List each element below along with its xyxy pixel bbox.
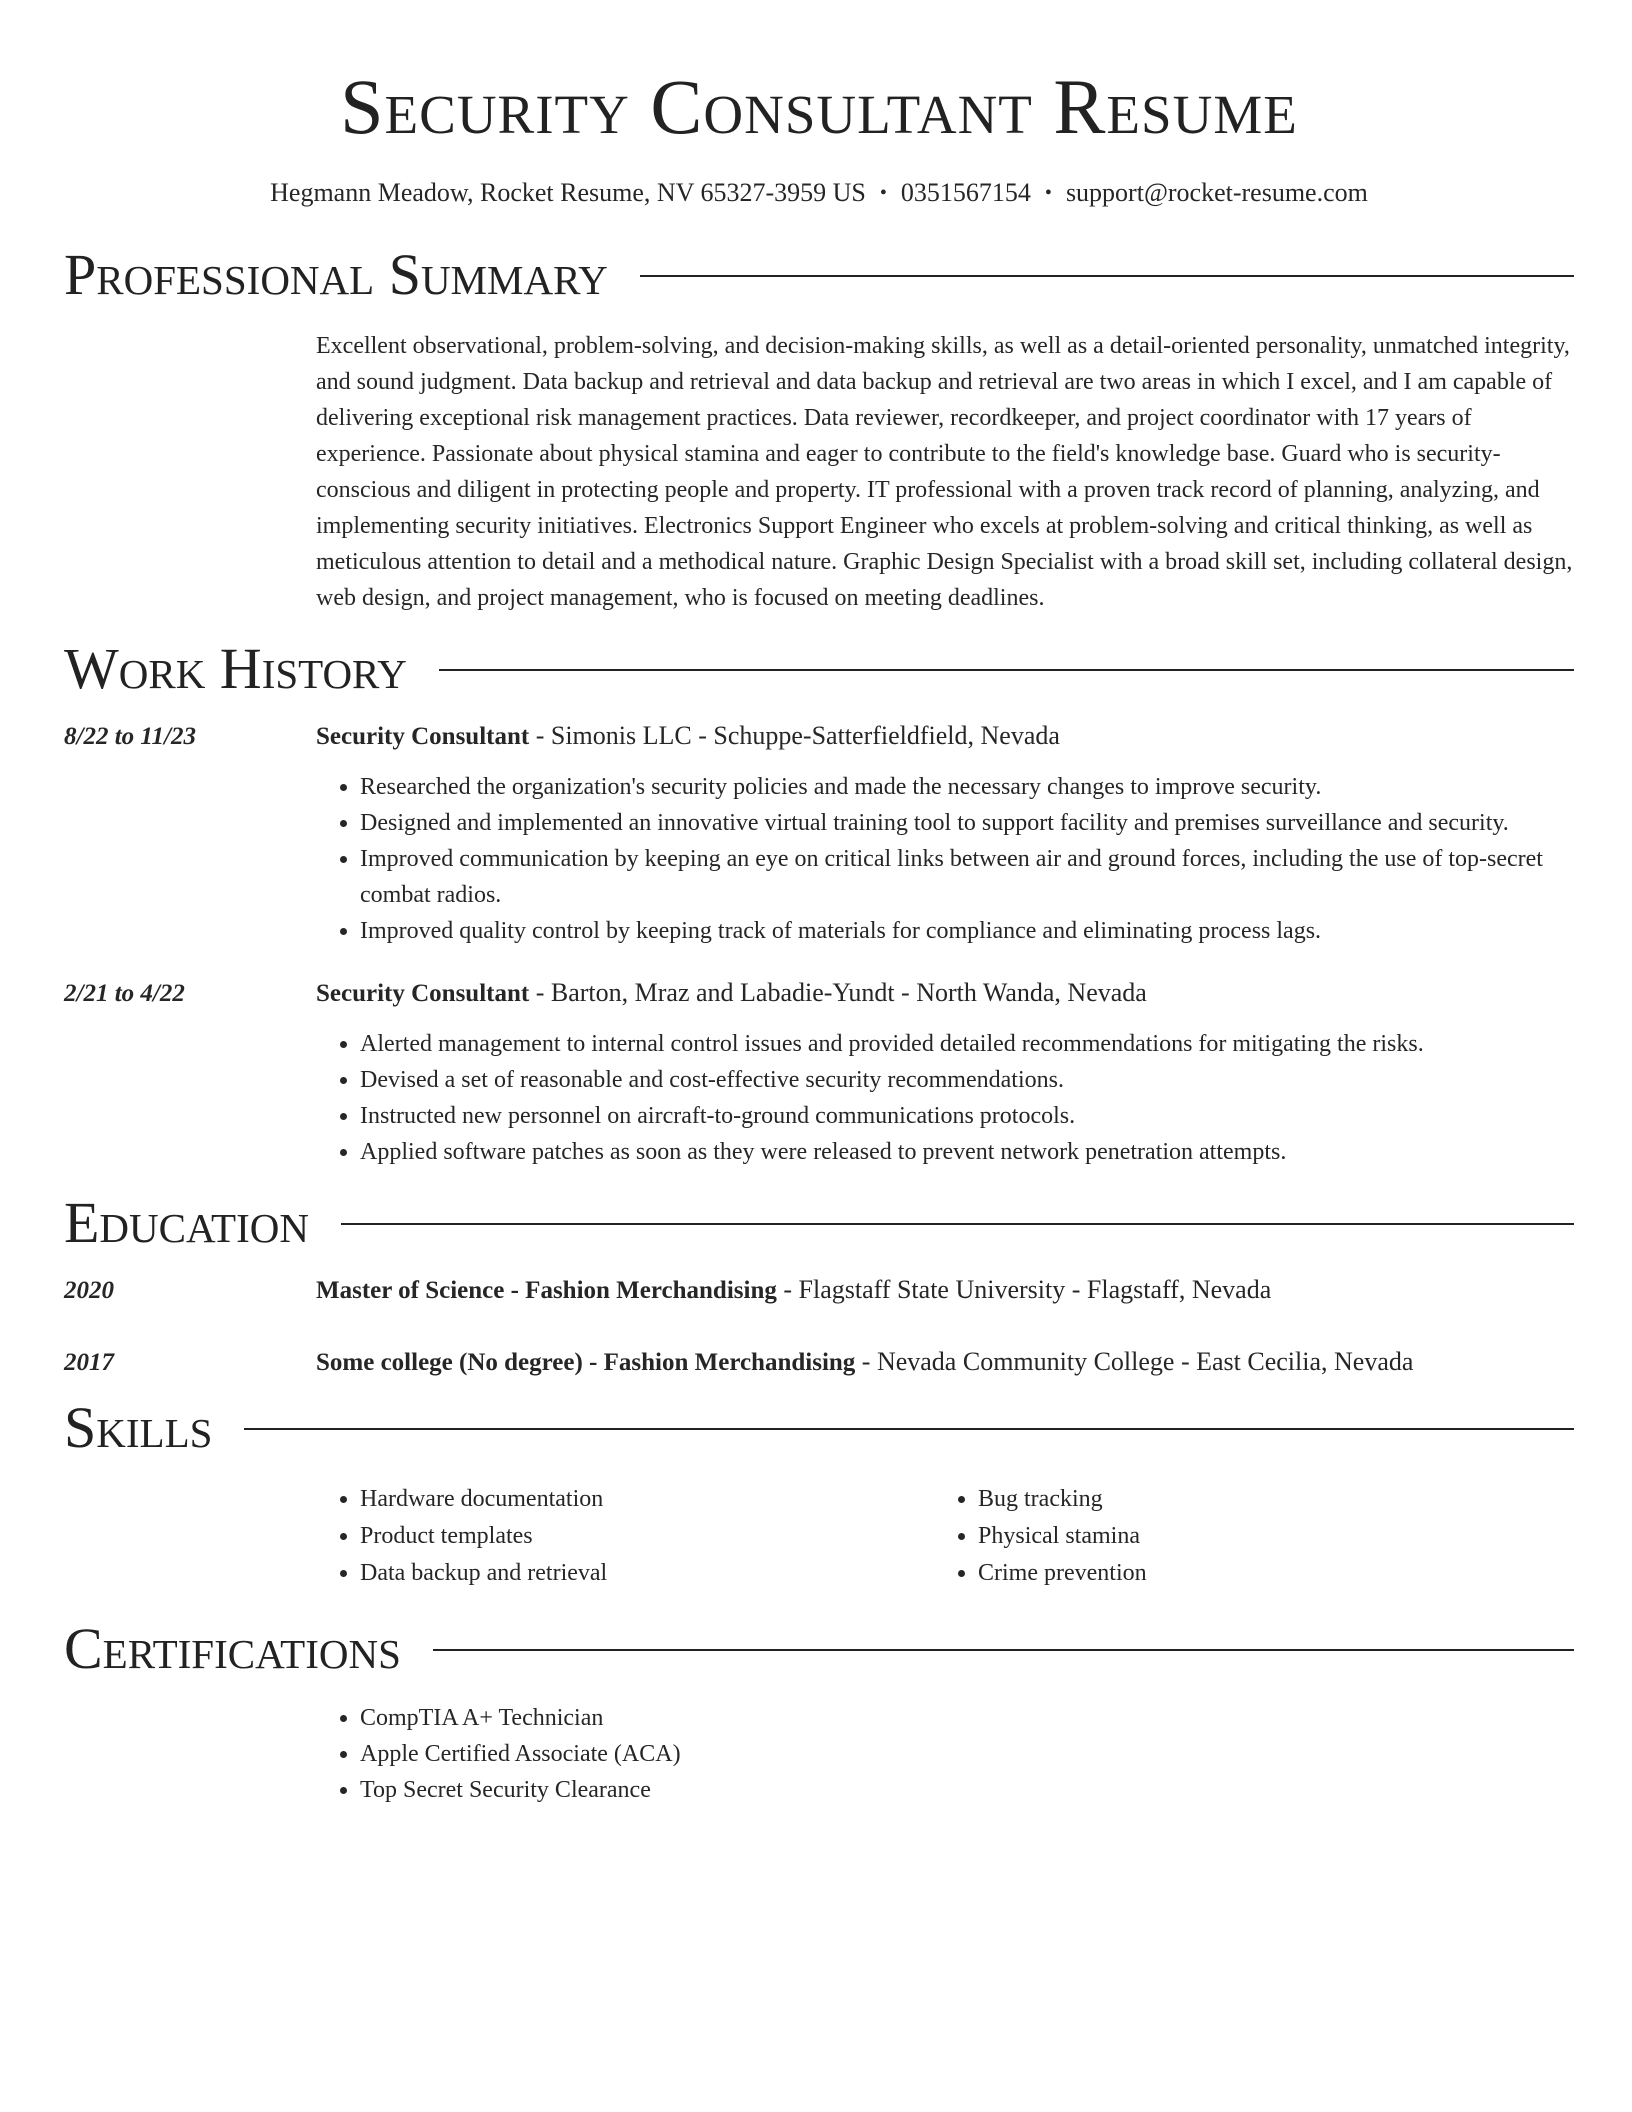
job-details: - Simonis LLC - Schuppe-Satterfieldfield, Nevada [529,721,1060,750]
skills-columns [316,1481,1574,1592]
skill-item: • Crime prevention [978,1555,1552,1592]
job-bullet: • Devised a set of reasonable and cost-effective security recommendations. [360,1062,1574,1098]
skill-item: • Hardware documentation [360,1481,934,1518]
job-bullet: • Researched the organization's security policies and made the necessary changes to improve security. [360,769,1574,805]
job-bullet: • Improved communication by keeping an eye on critical links between air and ground forces, including the use of top-secret combat radios. [360,841,1574,913]
certifications-header [64,1614,1574,1684]
contact-separator: • [879,182,887,204]
section-divider [433,1649,1574,1651]
skill-item: • Bug tracking [978,1481,1552,1518]
contact-line [64,176,1574,210]
certifications-section [64,1614,1574,1808]
skills-heading: Skills [64,1395,213,1460]
education-degree: Some college (No degree) - Fashion Merchandising [316,1349,856,1376]
job-bullet: • Improved quality control by keeping track of materials for compliance and eliminating process lags. [360,913,1574,949]
skill-item: • Product templates [360,1518,934,1555]
contact-email[interactable]: support@rocket-resume.com [1065,178,1368,207]
job-bullet: • Designed and implemented an innovative virtual training tool to support facility and premises surveillance and security. [360,805,1574,841]
certifications-list [316,1700,1574,1808]
job-entry [64,718,1574,949]
job-dates: 2/21 to 4/22 [64,980,185,1007]
certifications-heading: Certifications [64,1616,401,1681]
education-heading-line [316,1344,1413,1381]
job-header [64,975,1574,1012]
education-heading: Education [64,1190,309,1255]
job-dates: 8/22 to 11/23 [64,723,196,750]
skill-item: • Data backup and retrieval [360,1555,934,1592]
work-history-heading: Work History [64,636,407,701]
job-bullet: • Instructed new personnel on aircraft-to-ground communications protocols. [360,1098,1574,1134]
section-divider [244,1428,1574,1430]
job-bullet: • Applied software patches as soon as they were released to prevent network penetration attempts. [360,1134,1574,1170]
contact-address: Hegmann Meadow, Rocket Resume, NV 65327-3959 US [270,178,866,207]
section-divider [640,275,1574,277]
education-year: 2017 [64,1349,114,1376]
education-header [64,1188,1574,1258]
education-details: - Nevada Community College - East Cecilia, Nevada [855,1347,1414,1376]
job-bullets [316,1026,1574,1170]
job-entry [64,975,1574,1170]
job-bullet: • Alerted management to internal control issues and provided detailed recommendations for mitigating the risks. [360,1026,1574,1062]
contact-phone: 0351567154 [900,178,1031,207]
certification-item: • Top Secret Security Clearance [360,1772,1574,1808]
job-heading [316,975,1147,1012]
work-history-header [64,634,1574,704]
job-bullets [316,769,1574,949]
summary-text: Excellent observational, problem-solving, and decision-making skills, as well as a detail-oriented personality, unmatched integrity, and sound judgment. Data backup and retrieval and data backup and retrieval are two areas in which I excel, and I am capable of delivering exceptional risk management practices. Data reviewer, recordkeeper, and project coordinator with 17 years of experience. Passionate about physical stamina and eager to contribute to the field's knowledge base. Guard who is security-conscious and diligent in protecting people and property. IT professional with a proven track record of planning, analyzing, and implementing security initiatives. Electronics Support Engineer who excels at problem-solving and critical thinking, as well as meticulous attention to detail and a methodical nature. Graphic Design Specialist with a broad skill set, including collateral design, web design, and project management, who is focused on meeting deadlines. [316,333,1573,611]
section-divider [439,669,1574,671]
education-section [64,1188,1574,1381]
summary-heading: Professional Summary [64,242,608,307]
section-divider [341,1223,1574,1225]
summary-section [64,240,1574,616]
work-history-section [64,634,1574,1170]
education-details: - Flagstaff State University - Flagstaff, Nevada [776,1275,1272,1304]
skills-header [64,1393,1574,1463]
certification-item: • CompTIA A+ Technician [360,1700,1574,1736]
education-year: 2020 [64,1277,114,1304]
contact-separator: • [1044,182,1052,204]
education-entry [64,1272,1574,1309]
job-title: Security Consultant [316,723,530,750]
skills-list-right [934,1481,1552,1592]
education-degree: Master of Science - Fashion Merchandising [316,1277,777,1304]
resume-title: Security Consultant Resume [340,63,1298,150]
education-entry [64,1344,1574,1381]
certification-item: • Apple Certified Associate (ACA) [360,1736,1574,1772]
skills-list-left [316,1481,934,1592]
skill-item: • Physical stamina [978,1518,1552,1555]
skills-section [64,1393,1574,1592]
job-title: Security Consultant [316,980,530,1007]
job-header [64,718,1574,755]
resume-page [64,0,1574,1808]
education-heading-line [316,1272,1271,1309]
job-details: - Barton, Mraz and Labadie-Yundt - North Wanda, Nevada [529,978,1147,1007]
summary-header [64,240,1574,310]
job-heading [316,718,1060,755]
